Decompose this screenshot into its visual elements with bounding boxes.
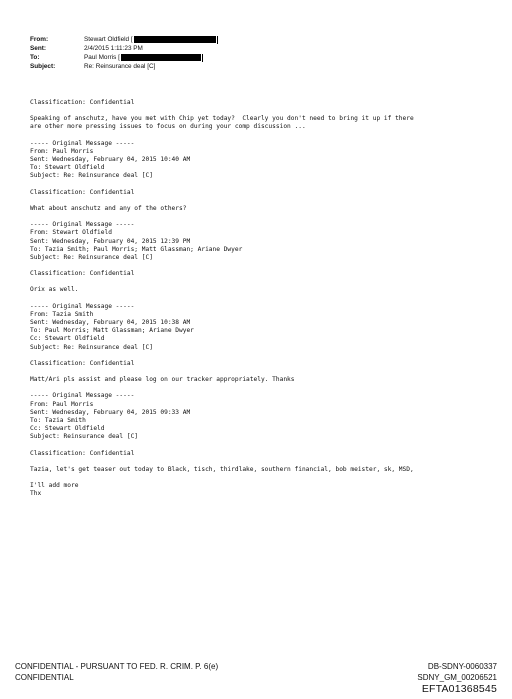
blank-line — [30, 132, 480, 140]
body-line: Classification: Confidential — [30, 99, 135, 106]
body-line: Sent: Wednesday, February 04, 2015 09:33 AM — [30, 408, 191, 416]
body-line: Sent: Wednesday, February 04, 2015 12:39 PM — [30, 237, 191, 245]
to-row — [30, 53, 218, 62]
blank-line — [30, 278, 480, 286]
bates-number-db: DB-SDNY-0060337 — [427, 662, 497, 671]
sent-label: Sent: — [30, 45, 46, 52]
confidential-notice: CONFIDENTIAL - PURSUANT TO FED. R. CRIM. P. 6(e) — [15, 662, 219, 671]
blank-line — [30, 295, 480, 303]
from-label: From: — [30, 36, 49, 43]
blank-line — [30, 352, 480, 360]
sent-value: 2/4/2015 1:11:23 PM — [84, 45, 143, 52]
redaction-box — [121, 54, 201, 61]
confidential-label: CONFIDENTIAL — [15, 673, 74, 682]
body-line: are other more pressing issues to focus on during your comp discussion ... — [30, 123, 306, 131]
body-line: Subject: Re: Reinsurance deal [C] — [30, 343, 153, 351]
bracket-mark — [202, 54, 203, 62]
body-line: Subject: Re: Reinsurance deal [C] — [30, 172, 153, 180]
body-line: Subject: Reinsurance deal [C] — [30, 433, 139, 441]
body-line: Tazia, let's get teaser out today to Black, tisch, thirdlake, southern financial, bob meister, sk, MSD, — [30, 465, 414, 473]
body-line: ----- Original Message ----- — [30, 302, 135, 310]
body-line: From: Stewart Oldfield — [30, 229, 112, 237]
body-line: Thx — [30, 490, 42, 498]
sent-row — [30, 44, 218, 53]
blank-line — [30, 181, 480, 189]
body-line: To: Tazia Smith; Paul Morris; Matt Glassman; Ariane Dwyer — [30, 245, 243, 253]
body-line: Sent: Wednesday, February 04, 2015 10:40 AM — [30, 156, 191, 164]
footer-left — [15, 661, 218, 683]
blank-line — [30, 107, 480, 115]
body-line: Sent: Wednesday, February 04, 2015 10:38 AM — [30, 319, 191, 327]
subject-label: Subject: — [30, 63, 56, 70]
to-value: Paul Morris [ — [84, 54, 120, 61]
bates-number-sdny: SDNY_GM_00206521 — [417, 673, 497, 682]
body-line: ----- Original Message ----- — [30, 139, 135, 147]
footer-right — [417, 661, 497, 695]
from-value: Stewart Oldfield [ — [84, 36, 133, 43]
body-line: To: Paul Morris; Matt Glassman; Ariane Dwyer — [30, 327, 194, 335]
blank-line — [30, 197, 480, 205]
body-line: ----- Original Message ----- — [30, 392, 135, 400]
blank-line — [30, 474, 480, 482]
bracket-mark — [217, 36, 218, 44]
blank-line — [30, 213, 480, 221]
body-line: From: Paul Morris — [30, 400, 94, 408]
redaction-box — [134, 36, 216, 43]
body-line: I'll add more — [30, 482, 79, 490]
body-line: Orix as well. — [30, 286, 79, 294]
subject-value: Re: Reinsurance deal [C] — [84, 63, 156, 70]
blank-line — [30, 458, 480, 466]
body-line: Cc: Stewart Oldfield — [30, 425, 105, 433]
body-line: Cc: Stewart Oldfield — [30, 335, 105, 343]
body-line: From: Paul Morris — [30, 147, 94, 155]
to-label: To: — [30, 54, 40, 61]
body-line: What about anschutz and any of the others? — [30, 204, 187, 212]
body-line: ----- Original Message ----- — [30, 221, 135, 229]
body-line: Subject: Re: Reinsurance deal [C] — [30, 253, 153, 261]
email-body — [30, 99, 480, 498]
blank-line — [30, 384, 480, 392]
email-header — [30, 35, 218, 71]
blank-line — [30, 368, 480, 376]
blank-line — [30, 441, 480, 449]
body-line: From: Tazia Smith — [30, 310, 94, 318]
body-line: Speaking of anschutz, have you met with Chip yet today? Clearly you don't need to bring it up if there — [30, 115, 414, 123]
from-row — [30, 35, 218, 44]
body-line: Matt/Ari pls assist and please log on our tracker appropriately. Thanks — [30, 376, 295, 384]
subject-row — [30, 62, 218, 71]
body-line: Classification: Confidential — [30, 270, 135, 278]
blank-line — [30, 262, 480, 270]
body-line: To: Stewart Oldfield — [30, 164, 105, 172]
body-line: To: Tazia Smith — [30, 416, 86, 424]
body-line: Classification: Confidential — [30, 359, 135, 367]
body-line: Classification: Confidential — [30, 188, 135, 196]
body-line: Classification: Confidential — [30, 449, 135, 457]
bates-number-efta: EFTA01368545 — [421, 683, 497, 695]
